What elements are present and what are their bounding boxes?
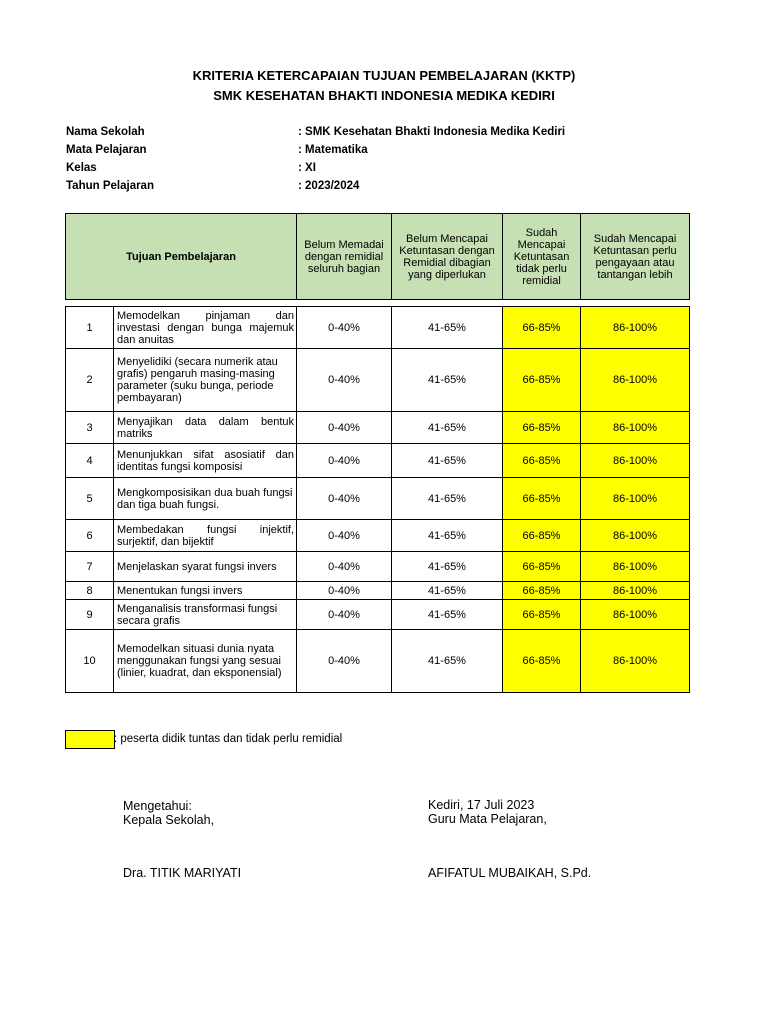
row-number: 5	[66, 478, 114, 520]
row-belum-memadai: 0-40%	[297, 600, 392, 630]
school-title: SMK KESEHATAN BHAKTI INDONESIA MEDIKA KEDIRI	[213, 88, 555, 103]
row-sudah-mencapai: 66-85%	[503, 307, 581, 349]
row-belum-memadai: 0-40%	[297, 349, 392, 412]
signature-right	[428, 798, 547, 826]
info-label: Tahun Pelajaran	[66, 180, 154, 192]
row-pengayaan: 86-100%	[581, 630, 690, 693]
info-value: : XI	[298, 162, 316, 174]
sig-right-line1: Kediri, 17 Juli 2023	[428, 798, 535, 812]
document-title: KRITERIA KETERCAPAIAN TUJUAN PEMBELAJARAN (KKTP)	[192, 68, 576, 83]
row-belum-mencapai: 41-65%	[392, 349, 503, 412]
row-belum-mencapai: 41-65%	[392, 520, 503, 552]
row-tujuan: Memodelkan situasi dunia nyata menggunakan fungsi yang sesuai (linier, kuadrat, dan eksponensial)	[114, 630, 297, 693]
row-sudah-mencapai: 66-85%	[503, 582, 581, 600]
table-row	[66, 520, 690, 552]
row-number: 3	[66, 412, 114, 444]
sig-left-line1: Mengetahui:	[123, 799, 192, 813]
row-belum-mencapai: 41-65%	[392, 582, 503, 600]
header-belum-mencapai: Belum Mencapai Ketuntasan dengan Remidial dibagian yang diperlukan	[392, 214, 503, 300]
row-number: 7	[66, 552, 114, 582]
table-row	[66, 412, 690, 444]
row-belum-mencapai: 41-65%	[392, 478, 503, 520]
row-tujuan: Menyelidiki (secara numerik atau grafis) pengaruh masing-masing parameter (suku bunga, periode pembayaran)	[114, 349, 297, 412]
spacer-row	[66, 300, 690, 307]
table-row	[66, 552, 690, 582]
row-tujuan: Menyajikan data dalam bentuk matriks	[114, 412, 297, 444]
row-number: 1	[66, 307, 114, 349]
row-sudah-mencapai: 66-85%	[503, 520, 581, 552]
row-tujuan: Memodelkan pinjaman dan investasi dengan bunga majemuk dan anuitas	[114, 307, 297, 349]
sig-left-name: Dra. TITIK MARIYATI	[123, 866, 242, 880]
table-row	[66, 582, 690, 600]
kktp-table	[65, 213, 690, 693]
row-sudah-mencapai: 66-85%	[503, 478, 581, 520]
info-value: : Matematika	[298, 144, 368, 156]
row-belum-memadai: 0-40%	[297, 478, 392, 520]
row-pengayaan: 86-100%	[581, 520, 690, 552]
row-pengayaan: 86-100%	[581, 600, 690, 630]
row-belum-memadai: 0-40%	[297, 582, 392, 600]
info-label: Mata Pelajaran	[66, 144, 147, 156]
row-belum-mencapai: 41-65%	[392, 412, 503, 444]
header-belum-memadai: Belum Memadai dengan remidial seluruh bagian	[297, 214, 392, 300]
row-sudah-mencapai: 66-85%	[503, 412, 581, 444]
row-belum-mencapai: 41-65%	[392, 552, 503, 582]
row-sudah-mencapai: 66-85%	[503, 630, 581, 693]
row-tujuan: Mengkomposisikan dua buah fungsi dan tiga buah fungsi.	[114, 478, 297, 520]
info-value: : 2023/2024	[298, 180, 360, 192]
table-row	[66, 630, 690, 693]
row-belum-memadai: 0-40%	[297, 307, 392, 349]
row-belum-mencapai: 41-65%	[392, 444, 503, 478]
row-pengayaan: 86-100%	[581, 307, 690, 349]
row-number: 6	[66, 520, 114, 552]
header-pengayaan: Sudah Mencapai Ketuntasan perlu pengayaan atau tantangan lebih	[581, 214, 690, 300]
row-tujuan: Membedakan fungsi injektif, surjektif, dan bijektif	[114, 520, 297, 552]
row-sudah-mencapai: 66-85%	[503, 444, 581, 478]
table-row	[66, 444, 690, 478]
row-belum-mencapai: 41-65%	[392, 600, 503, 630]
row-number: 9	[66, 600, 114, 630]
table-row	[66, 349, 690, 412]
row-belum-mencapai: 41-65%	[392, 307, 503, 349]
sig-right-name: AFIFATUL MUBAIKAH, S.Pd.	[428, 866, 592, 880]
row-belum-memadai: 0-40%	[297, 444, 392, 478]
table-row	[66, 600, 690, 630]
table-row	[66, 478, 690, 520]
info-label: Nama Sekolah	[66, 126, 145, 138]
header-sudah-mencapai: Sudah Mencapai Ketuntasan tidak perlu remidial	[503, 214, 581, 300]
row-belum-memadai: 0-40%	[297, 520, 392, 552]
row-pengayaan: 86-100%	[581, 444, 690, 478]
row-pengayaan: 86-100%	[581, 478, 690, 520]
row-sudah-mencapai: 66-85%	[503, 349, 581, 412]
row-belum-memadai: 0-40%	[297, 552, 392, 582]
row-sudah-mencapai: 66-85%	[503, 552, 581, 582]
row-belum-memadai: 0-40%	[297, 412, 392, 444]
row-tujuan: Menjelaskan syarat fungsi invers	[114, 552, 297, 582]
row-number: 10	[66, 630, 114, 693]
row-pengayaan: 86-100%	[581, 552, 690, 582]
signature-left	[123, 799, 214, 827]
row-sudah-mencapai: 66-85%	[503, 600, 581, 630]
table-header-row	[66, 214, 690, 300]
legend-swatch	[65, 730, 115, 749]
header-tujuan: Tujuan Pembelajaran	[66, 214, 297, 300]
row-belum-mencapai: 41-65%	[392, 630, 503, 693]
row-belum-memadai: 0-40%	[297, 630, 392, 693]
row-number: 2	[66, 349, 114, 412]
table-row	[66, 307, 690, 349]
info-value: : SMK Kesehatan Bhakti Indonesia Medika Kediri	[298, 126, 566, 138]
row-number: 8	[66, 582, 114, 600]
row-pengayaan: 86-100%	[581, 412, 690, 444]
legend-text: : peserta didik tuntas dan tidak perlu remidial	[114, 733, 343, 745]
row-tujuan: Menganalisis transformasi fungsi secara grafis	[114, 600, 297, 630]
row-pengayaan: 86-100%	[581, 349, 690, 412]
row-pengayaan: 86-100%	[581, 582, 690, 600]
sig-left-line2: Kepala Sekolah,	[123, 813, 215, 827]
row-tujuan: Menunjukkan sifat asosiatif dan identitas fungsi komposisi	[114, 444, 297, 478]
sig-right-line2: Guru Mata Pelajaran,	[428, 812, 547, 826]
row-number: 4	[66, 444, 114, 478]
row-tujuan: Menentukan fungsi invers	[114, 582, 297, 600]
info-label: Kelas	[66, 162, 97, 174]
